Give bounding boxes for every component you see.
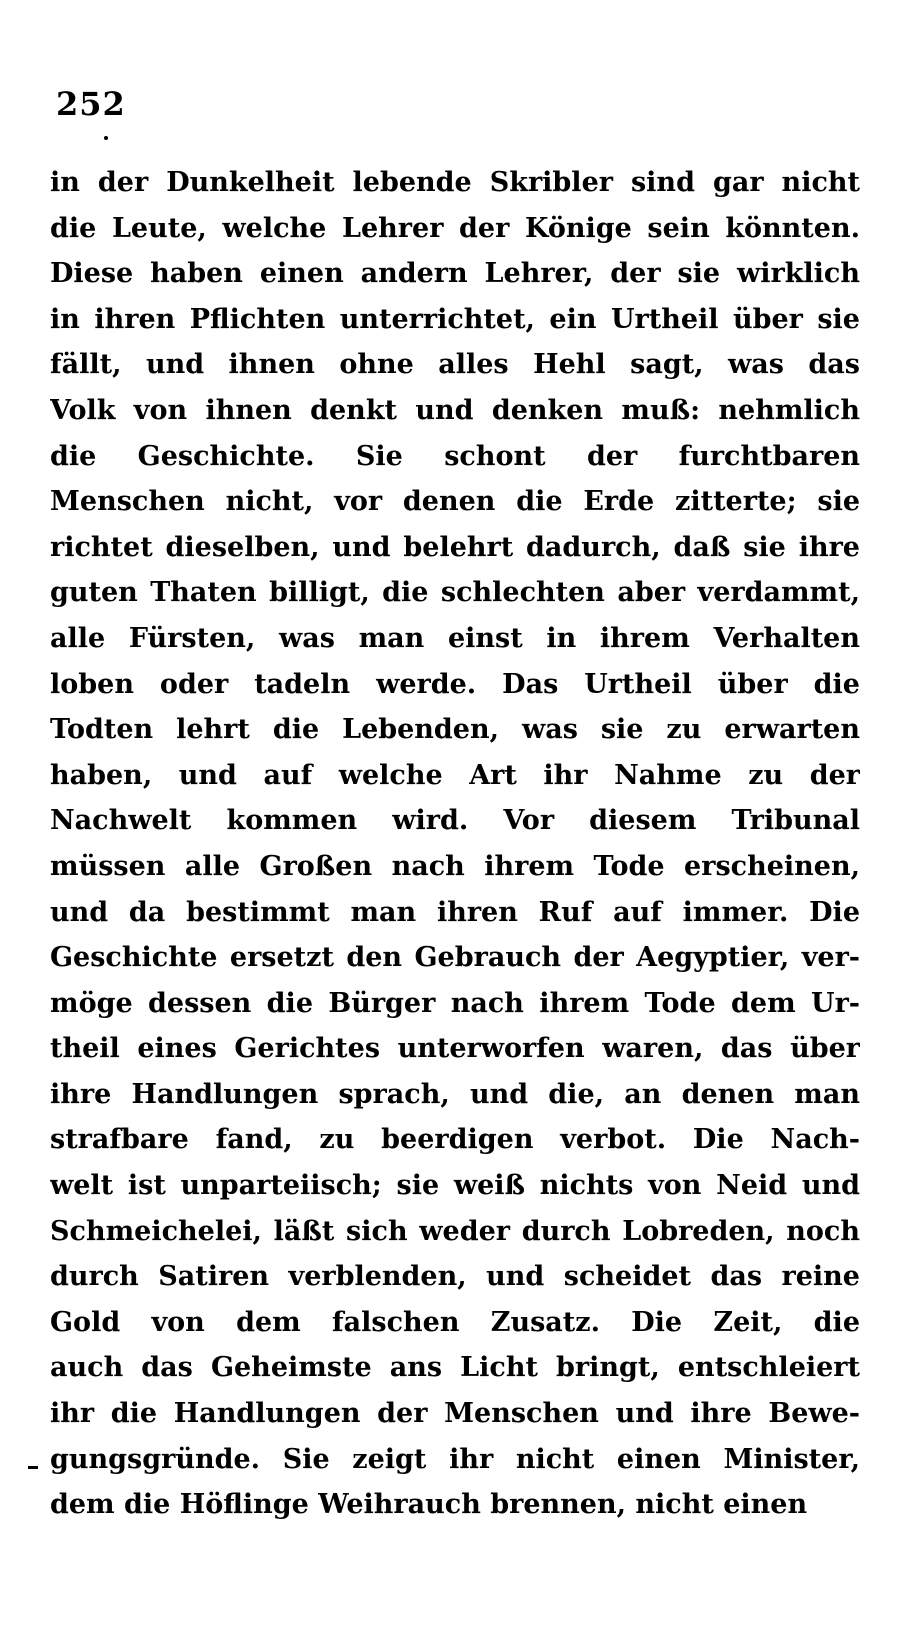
text-line: möge dessen die Bürger nach ihrem Tode dem Ur- bbox=[50, 987, 860, 1019]
text-line: in der Dunkelheit lebende Skribler sind gar nicht bbox=[50, 167, 860, 198]
text-line: alle Fürsten, was man einst in ihrem Verhalten bbox=[50, 622, 860, 654]
text-line: Gold von dem falschen Zusatz. Die Zeit, die bbox=[50, 1306, 860, 1338]
text-line: theil eines Gerichtes unterworfen waren, das über bbox=[50, 1033, 860, 1065]
text-line: Schmeichelei, läßt sich weder durch Lobreden, noch bbox=[50, 1215, 860, 1247]
ink-dot bbox=[104, 136, 108, 140]
text-line: und da bestimmt man ihren Ruf auf immer. Die bbox=[50, 896, 860, 928]
text-line: strafbare fand, zu beerdigen verbot. Die Nach- bbox=[50, 1124, 860, 1156]
text-line: ihr die Handlungen der Menschen und ihre Bewe- bbox=[50, 1398, 860, 1430]
text-line: gungsgründe. Sie zeigt ihr nicht einen Minister, bbox=[50, 1443, 860, 1475]
text-line: auch das Geheimste ans Licht bringt, entschleiert bbox=[50, 1352, 860, 1384]
text-line: die Geschichte. Sie schont der furchtbaren bbox=[50, 440, 860, 472]
text-line: Geschichte ersetzt den Gebrauch der Aegyptier, ver- bbox=[50, 942, 860, 974]
body-text bbox=[50, 160, 860, 1528]
page-number: 252 bbox=[56, 85, 126, 123]
text-line: ihre Handlungen sprach, und die, an denen man bbox=[50, 1078, 860, 1110]
text-line: müssen alle Großen nach ihrem Tode erscheinen, bbox=[50, 850, 860, 882]
text-line: Nachwelt kommen wird. Vor diesem Tribunal bbox=[50, 805, 860, 837]
text-line: durch Satiren verblenden, und scheidet das reine bbox=[50, 1261, 860, 1293]
text-line: welt ist unparteiisch; sie weiß nichts von Neid und bbox=[50, 1170, 860, 1202]
text-line: Todten lehrt die Lebenden, was sie zu erwarten bbox=[50, 714, 860, 746]
text-line: haben, und auf welche Art ihr Nahme zu der bbox=[50, 759, 860, 791]
text-line: die Leute, welche Lehrer der Könige sein könnten. bbox=[50, 212, 860, 244]
text-line: guten Thaten billigt, die schlechten aber verdammt, bbox=[50, 577, 860, 609]
text-line: Diese haben einen andern Lehrer, der sie wirklich bbox=[50, 258, 860, 290]
text-line: richtet dieselben, und belehrt dadurch, daß sie ihre bbox=[50, 531, 860, 563]
text-line: dem die Höflinge Weihrauch brennen, nicht einen bbox=[50, 1489, 808, 1521]
text-line: Menschen nicht, vor denen die Erde zitterte; sie bbox=[50, 486, 860, 518]
text-line: loben oder tadeln werde. Das Urtheil über die bbox=[50, 668, 860, 700]
text-line: Volk von ihnen denkt und denken muß: nehmlich bbox=[50, 394, 860, 426]
margin-mark bbox=[28, 1466, 38, 1469]
text-line: in ihren Pflichten unterrichtet, ein Urtheil über sie bbox=[50, 303, 860, 335]
text-line: fällt, und ihnen ohne alles Hehl sagt, was das bbox=[50, 349, 860, 381]
